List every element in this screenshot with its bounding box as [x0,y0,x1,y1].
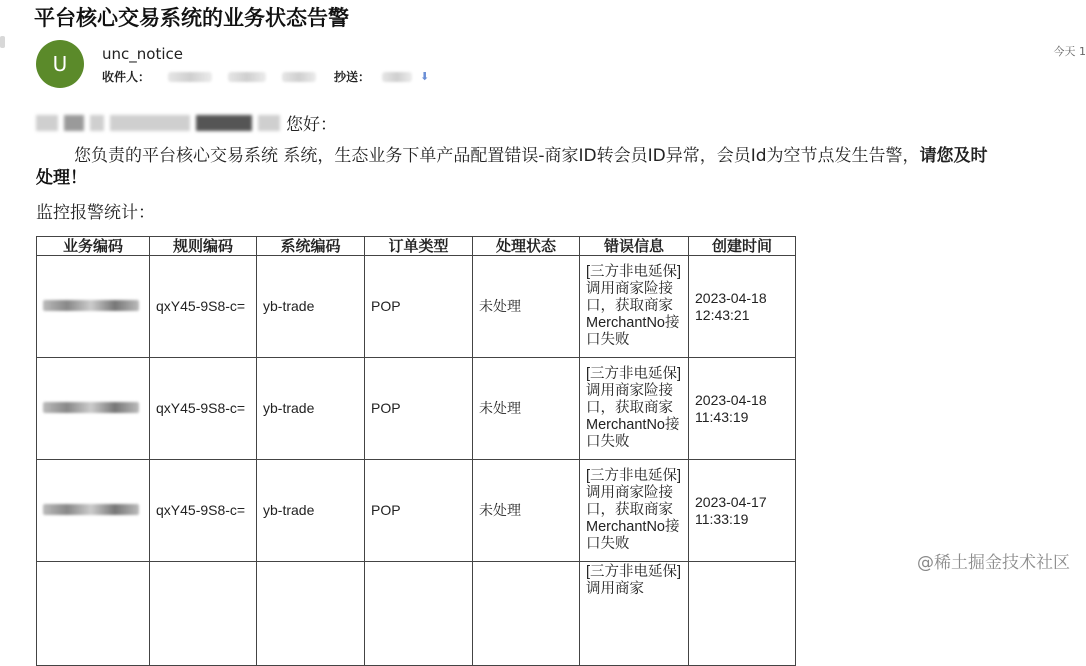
header-error: 错误信息 [580,237,689,256]
cell-created: 2023-04-17 11:33:19 [689,460,796,562]
recipient-label: 收件人： [102,68,150,85]
body-text: 您负责的平台核心交易系统 系统，生态业务下单产品配置错误-商家ID转会员ID异常，会员Id为空节点发生告警， [74,146,920,166]
greeting-suffix: 您好： [286,110,337,135]
stats-label: 监控报警统计： [36,198,155,223]
cell-system-code: yb-trade [257,358,365,460]
cell-created: 2023-04-18 12:43:21 [689,256,796,358]
email-date: 今天 1 [1054,43,1086,59]
cc-label: 抄送： [334,68,370,85]
redacted-name [64,115,84,131]
recipient-redacted [228,72,266,82]
cell-order-type: POP [365,460,473,562]
cell-business-code [37,460,150,562]
table-row [37,256,796,358]
email-body [36,143,1086,170]
recipients-row [102,68,429,85]
scrollbar[interactable] [0,36,5,48]
redacted-id [43,402,139,413]
alerts-table [36,236,796,666]
cell-system-code: yb-trade [257,256,365,358]
redacted-name [110,115,190,131]
redacted-name [258,115,280,131]
redacted-name [36,115,58,131]
cell-status: 未处理 [473,460,580,562]
avatar[interactable]: U [36,40,84,88]
cc-redacted [382,72,412,82]
cell-business-code [37,358,150,460]
header-rule-code: 规则编码 [150,237,257,256]
cell-order-type [365,562,473,666]
greeting [36,110,337,135]
cell-status [473,562,580,666]
cell-business-code [37,562,150,666]
header-order-type: 订单类型 [365,237,473,256]
cell-error: [三方非电延保]调用商家 [580,562,689,666]
table-row [37,562,796,666]
cell-error: [三方非电延保]调用商家险接口，获取商家MerchantNo接口失败 [580,256,689,358]
redacted-name [196,115,252,131]
body-bold: 请您及时 [920,146,988,166]
recipient-redacted [282,72,316,82]
cell-system-code: yb-trade [257,460,365,562]
cell-created [689,562,796,666]
cell-rule-code: qxY45-9S8-c= [150,358,257,460]
cell-rule-code: qxY45-9S8-c= [150,256,257,358]
watermark: @稀土掘金技术社区 [917,548,1070,573]
cell-status: 未处理 [473,256,580,358]
cell-error: [三方非电延保]调用商家险接口，获取商家MerchantNo接口失败 [580,358,689,460]
header-business-code: 业务编码 [37,237,150,256]
header-created: 创建时间 [689,237,796,256]
table-header-row [37,237,796,256]
cell-error: [三方非电延保]调用商家险接口，获取商家MerchantNo接口失败 [580,460,689,562]
cell-status: 未处理 [473,358,580,460]
email-subject: 平台核心交易系统的业务状态告警 [34,2,349,32]
cell-order-type: POP [365,358,473,460]
table-row [37,358,796,460]
table-row [37,460,796,562]
redacted-id [43,300,139,311]
sender-name[interactable]: unc_notice [102,45,183,63]
redacted-id [43,504,139,515]
expand-recipients-icon[interactable]: ⬇ [420,70,429,83]
cell-created: 2023-04-18 11:43:19 [689,358,796,460]
cell-business-code [37,256,150,358]
cell-rule-code [150,562,257,666]
redacted-name [90,115,104,131]
header-system-code: 系统编码 [257,237,365,256]
cell-system-code [257,562,365,666]
cell-rule-code: qxY45-9S8-c= [150,460,257,562]
recipient-redacted [168,72,212,82]
body-bold-line2: 处理！ [36,163,87,188]
cell-order-type: POP [365,256,473,358]
header-status: 处理状态 [473,237,580,256]
